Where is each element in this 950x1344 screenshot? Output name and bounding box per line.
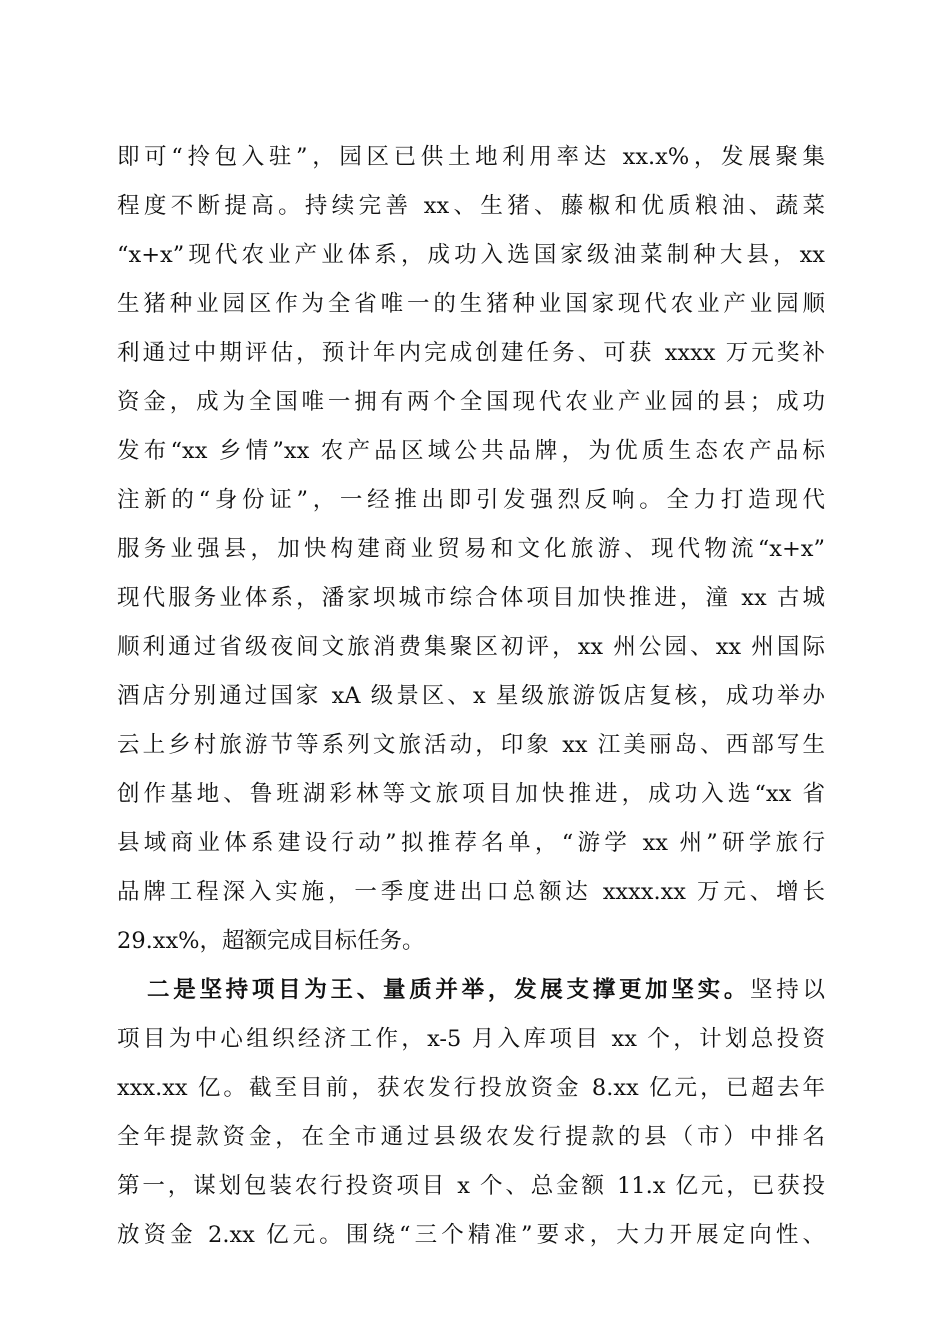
- paragraph-1: [117, 133, 825, 966]
- text-line: 品牌工程深入实施，一季度进出口总额达 xxxx.xx 万元、增长: [117, 879, 825, 905]
- text-line: 即可“拎包入驻”，园区已供土地利用率达 xx.x%，发展聚集: [117, 144, 825, 170]
- text-line: 利通过中期评估，预计年内完成创建任务、可获 xxxx 万元奖补: [117, 340, 825, 366]
- text-line: 县域商业体系建设行动”拟推荐名单，“游学 xx 州”研学旅行: [117, 830, 825, 856]
- paragraph-heading-line: [117, 966, 825, 1015]
- text-line: 29.xx%，超额完成目标任务。: [117, 928, 425, 954]
- text-line-rest: 坚持以: [750, 977, 825, 1003]
- text-line: 程度不断提高。持续完善 xx、生猪、藤椒和优质粮油、蔬菜: [117, 193, 825, 219]
- body-text: [117, 133, 825, 1260]
- text-line: 云上乡村旅游节等系列文旅活动，印象 xx 江美丽岛、西部写生: [117, 732, 825, 758]
- text-line: 服务业强县，加快构建商业贸易和文化旅游、现代物流“x+x”: [117, 536, 825, 562]
- text-line: 酒店分别通过国家 xA 级景区、x 星级旅游饭店复核，成功举办: [117, 683, 825, 709]
- text-line: 创作基地、鲁班湖彩林等文旅项目加快推进，成功入选“xx 省: [117, 781, 825, 807]
- text-line: 生猪种业园区作为全省唯一的生猪种业国家现代农业产业园顺: [117, 291, 825, 317]
- text-line: 放资金 2.xx 亿元。围绕“三个精准”要求，大力开展定向性、: [117, 1222, 825, 1248]
- text-line: 注新的“身份证”，一经推出即引发强烈反响。全力打造现代: [117, 487, 825, 513]
- paragraph-heading: 二是坚持项目为王、量质并举，发展支撑更加坚实。: [147, 977, 751, 1003]
- text-line: 全年提款资金，在全市通过县级农发行提款的县（市）中排名: [117, 1124, 825, 1150]
- text-line: 发布“xx 乡情”xx 农产品区域公共品牌，为优质生态农产品标: [117, 438, 825, 464]
- text-line: xxx.xx 亿。截至目前，获农发行投放资金 8.xx 亿元，已超去年: [117, 1075, 825, 1101]
- text-line: 现代服务业体系，潘家坝城市综合体项目加快推进，潼 xx 古城: [117, 585, 825, 611]
- text-line: 资金，成为全国唯一拥有两个全国现代农业产业园的县；成功: [117, 389, 825, 415]
- text-line: 第一，谋划包装农行投资项目 x 个、总金额 11.x 亿元，已获投: [117, 1173, 825, 1199]
- text-line: “x+x”现代农业产业体系，成功入选国家级油菜制种大县，xx: [117, 242, 825, 268]
- paragraph-2: [117, 966, 825, 1260]
- text-line: 项目为中心组织经济工作，x-5 月入库项目 xx 个，计划总投资: [117, 1026, 825, 1052]
- text-line: 顺利通过省级夜间文旅消费集聚区初评，xx 州公园、xx 州国际: [117, 634, 825, 660]
